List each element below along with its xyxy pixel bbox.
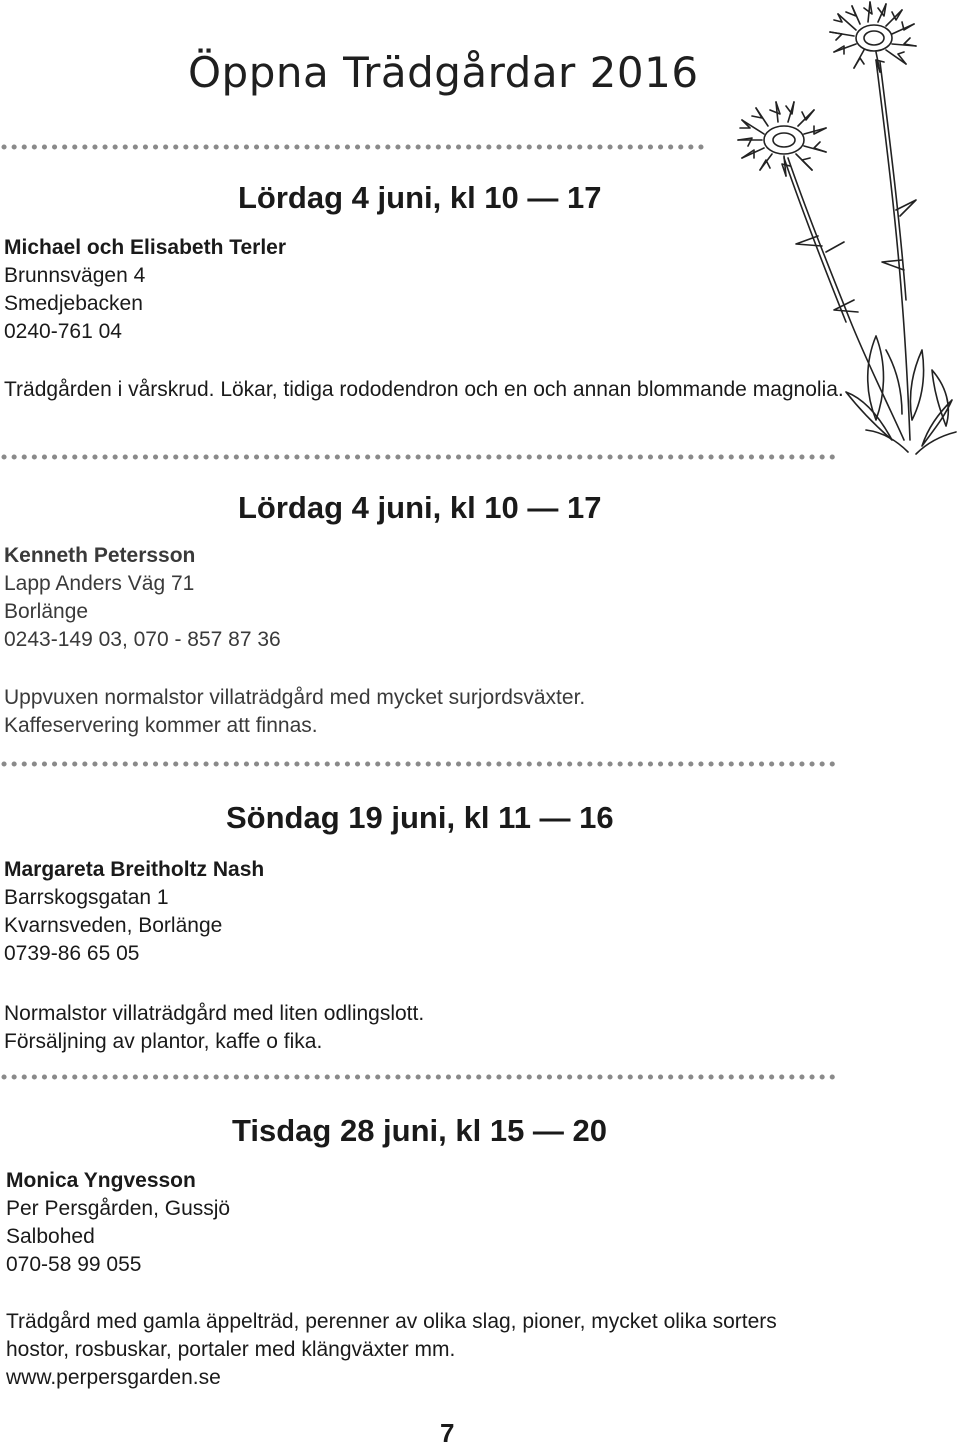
separator-dots-1	[0, 143, 710, 151]
garden-1-city: Smedjebacken	[4, 292, 143, 315]
garden-4-description: Trädgård med gamla äppelträd, perenner av olika slag, pioner, mycket olika sorters hostor, rosbuskar, portaler med klängväxter mm.	[6, 1310, 777, 1361]
garden-4-city: Salbohed	[6, 1225, 95, 1248]
garden-2-contact	[4, 542, 281, 654]
garden-3-description: Normalstor villaträdgård med liten odlingslott. Försäljning av plantor, kaffe o fika.	[4, 1002, 425, 1053]
garden-2-address: Lapp Anders Väg 71	[4, 572, 195, 595]
separator-dots-3	[0, 760, 844, 768]
garden-4-name: Monica Yngvesson	[6, 1169, 196, 1192]
garden-1-name: Michael och Elisabeth Terler	[4, 236, 287, 259]
garden-3-phone: 0739-86 65 05	[4, 942, 140, 965]
page-title: Öppna Trädgårdar 2016	[188, 48, 699, 97]
garden-3-city: Kvarnsveden, Borlänge	[4, 914, 223, 937]
garden-4-address: Per Persgården, Gussjö	[6, 1197, 231, 1220]
garden-1-phone: 0240-761 04	[4, 320, 122, 343]
garden-1-contact	[4, 234, 286, 346]
flower-head-top	[830, 2, 916, 72]
garden-1-address: Brunnsvägen 4	[4, 264, 146, 287]
garden-2-description: Uppvuxen normalstor villaträdgård med mycket surjordsväxter. Kaffeservering kommer att finnas.	[4, 686, 586, 737]
garden-2-phone: 0243-149 03, 070 - 857 87 36	[4, 628, 281, 651]
page-number: 7	[440, 1418, 455, 1448]
garden-3-address: Barrskogsgatan 1	[4, 886, 169, 909]
garden-3-name: Margareta Breitholtz Nash	[4, 858, 265, 881]
garden-1-date: Lördag 4 juni, kl 10 — 17	[238, 180, 602, 215]
garden-1-description: Trädgården i vårskrud. Lökar, tidiga rododendron och en och annan blommande magnolia.	[4, 378, 844, 401]
separator-dots-2	[0, 453, 844, 461]
garden-2-name: Kenneth Petersson	[4, 544, 196, 567]
garden-4-website[interactable]: www.perpersgarden.se	[6, 1366, 221, 1389]
garden-3-contact	[4, 856, 264, 968]
garden-3-date: Söndag 19 juni, kl 11 — 16	[226, 800, 614, 835]
garden-2-city: Borlänge	[4, 600, 89, 623]
garden-4-contact	[6, 1167, 230, 1279]
separator-dots-4	[0, 1073, 844, 1081]
garden-4-date: Tisdag 28 juni, kl 15 — 20	[232, 1113, 608, 1148]
flower-head-left	[738, 102, 826, 176]
garden-2-date: Lördag 4 juni, kl 10 — 17	[238, 490, 602, 525]
garden-4-phone: 070-58 99 055	[6, 1253, 142, 1276]
